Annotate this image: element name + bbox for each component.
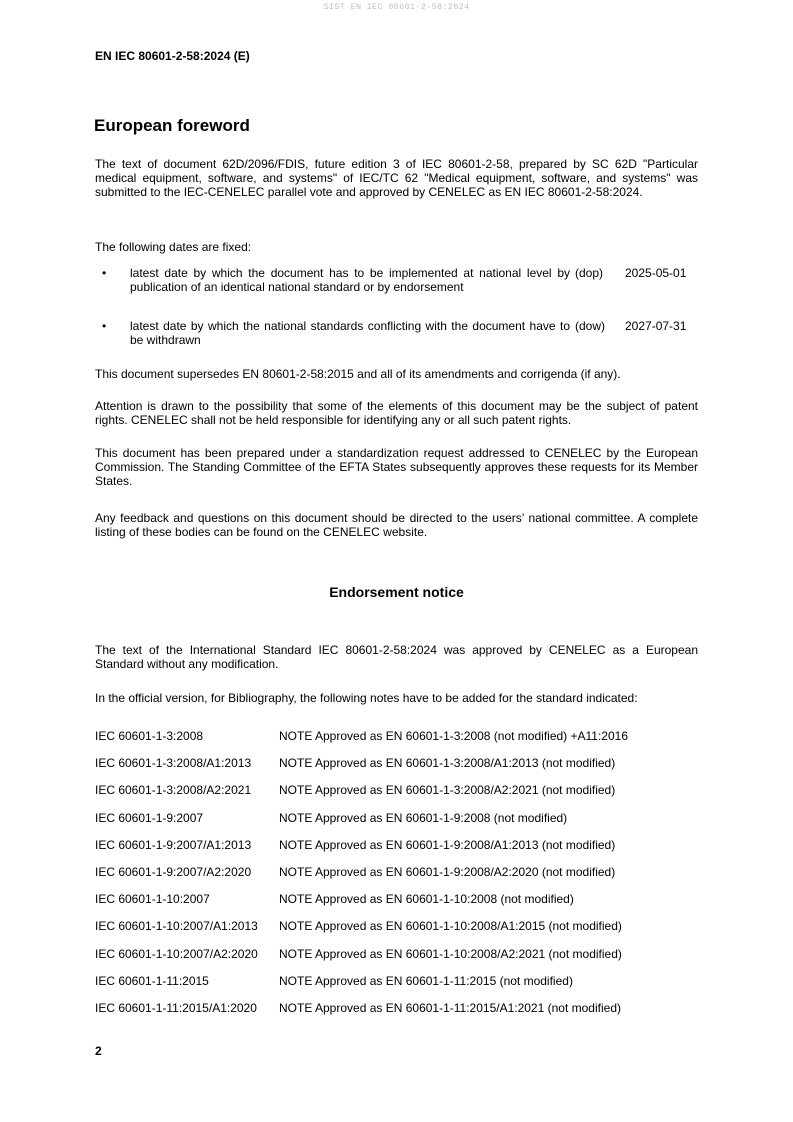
date-description: latest date by which the national standards conflicting with the document have to be withdrawn xyxy=(130,319,570,347)
feedback-block xyxy=(95,511,698,539)
note-text: NOTE Approved as EN 60601-1-9:2008/A1:2013 (not modified) xyxy=(279,837,616,852)
standard-ref: IEC 60601-1-11:2015/A1:2020 xyxy=(95,1000,257,1015)
date-value: 2027-07-31 xyxy=(625,319,687,333)
standard-ref: IEC 60601-1-10:2007/A2:2020 xyxy=(95,946,258,961)
note-text: NOTE Approved as EN 60601-1-11:2015 (not modified) xyxy=(279,973,573,988)
note-text: NOTE Approved as EN 60601-1-9:2008 (not modified) xyxy=(279,810,568,825)
note-text: NOTE Approved as EN 60601-1-10:2008/A1:2015 (not modified) xyxy=(279,919,622,934)
foreword-intro: The text of document 62D/2096/FDIS, future edition 3 of IEC 80601-2-58, prepared by SC 62D "Particular medical equipment, software, and systems" of IEC/TC 62 "Medical equipment, software, and systems" was submitted to the IEC-CENELEC parallel vote and approved by CENELEC as EN IEC 80601-2-58:2024. xyxy=(95,157,698,199)
standardization-request-text: This document has been prepared under a standardization request addressed to CENELEC by the European Commission. The Standing Committee of the EFTA States subsequently approves these requests for its Member States. xyxy=(95,446,698,488)
note-text: NOTE Approved as EN 60601-1-3:2008 (not modified) +A11:2016 xyxy=(279,729,628,743)
page-number: 2 xyxy=(95,1044,102,1058)
date-description: latest date by which the document has to be implemented at national level by publication of an identical national standard or by endorsement xyxy=(130,266,570,294)
date-code: (dow) xyxy=(575,319,606,333)
supersedes-block xyxy=(95,367,698,381)
standard-ref: IEC 60601-1-9:2007/A1:2013 xyxy=(95,837,252,852)
foreword-intro-block xyxy=(95,157,698,199)
standard-ref: IEC 60601-1-11:2015 xyxy=(95,973,209,988)
endorsement-text: The text of the International Standard IEC 80601-2-58:2024 was approved by CENELEC as a European Standard without any modification. xyxy=(95,643,698,671)
patent-block xyxy=(95,399,698,427)
standard-ref: IEC 60601-1-3:2008 xyxy=(95,729,204,743)
standard-ref: IEC 60601-1-9:2007 xyxy=(95,810,204,825)
foreword-title: European foreword xyxy=(94,116,250,135)
endorsement-title: Endorsement notice xyxy=(329,584,464,600)
dates-intro-block xyxy=(95,240,698,254)
dates-intro: The following dates are fixed: xyxy=(95,240,252,254)
standardization-request-block xyxy=(95,446,698,488)
note-text: NOTE Approved as EN 60601-1-9:2008/A2:2020 (not modified) xyxy=(279,864,616,879)
patent-text: Attention is drawn to the possibility that some of the elements of this document may be the subject of patent rights. CENELEC shall not be held responsible for identifying any or all such patent rights. xyxy=(95,399,698,427)
note-text: NOTE Approved as EN 60601-1-11:2015/A1:2021 (not modified) xyxy=(279,1000,621,1015)
bullet-icon: • xyxy=(102,319,107,333)
note-text: NOTE Approved as EN 60601-1-3:2008/A2:2021 (not modified) xyxy=(279,783,616,798)
document-id: EN IEC 80601-2-58:2024 (E) xyxy=(95,49,250,63)
standard-ref: IEC 60601-1-3:2008/A1:2013 xyxy=(95,756,252,771)
bullet-icon: • xyxy=(102,266,107,280)
bibliography-intro-block xyxy=(95,691,698,705)
note-text: NOTE Approved as EN 60601-1-10:2008/A2:2021 (not modified) xyxy=(279,946,622,961)
note-text: NOTE Approved as EN 60601-1-10:2008 (not modified) xyxy=(279,892,574,907)
supersedes-text: This document supersedes EN 80601-2-58:2015 and all of its amendments and corrigenda (if any). xyxy=(95,367,621,381)
standard-ref: IEC 60601-1-10:2007 xyxy=(95,892,210,907)
watermark: SIST EN IEC 80601-2-58:2024 xyxy=(323,2,470,12)
standard-ref: IEC 60601-1-3:2008/A2:2021 xyxy=(95,783,252,798)
standard-ref: IEC 60601-1-9:2007/A2:2020 xyxy=(95,864,252,879)
bibliography-intro: In the official version, for Bibliography, the following notes have to be added for the standard indicated: xyxy=(95,691,638,705)
feedback-text: Any feedback and questions on this document should be directed to the users’ national committee. A complete listing of these bodies can be found on the CENELEC website. xyxy=(95,511,698,539)
date-code: (dop) xyxy=(575,266,604,280)
note-text: NOTE Approved as EN 60601-1-3:2008/A1:2013 (not modified) xyxy=(279,756,616,771)
endorsement-text-block xyxy=(95,643,698,671)
date-value: 2025-05-01 xyxy=(625,266,687,280)
standard-ref: IEC 60601-1-10:2007/A1:2013 xyxy=(95,919,258,934)
